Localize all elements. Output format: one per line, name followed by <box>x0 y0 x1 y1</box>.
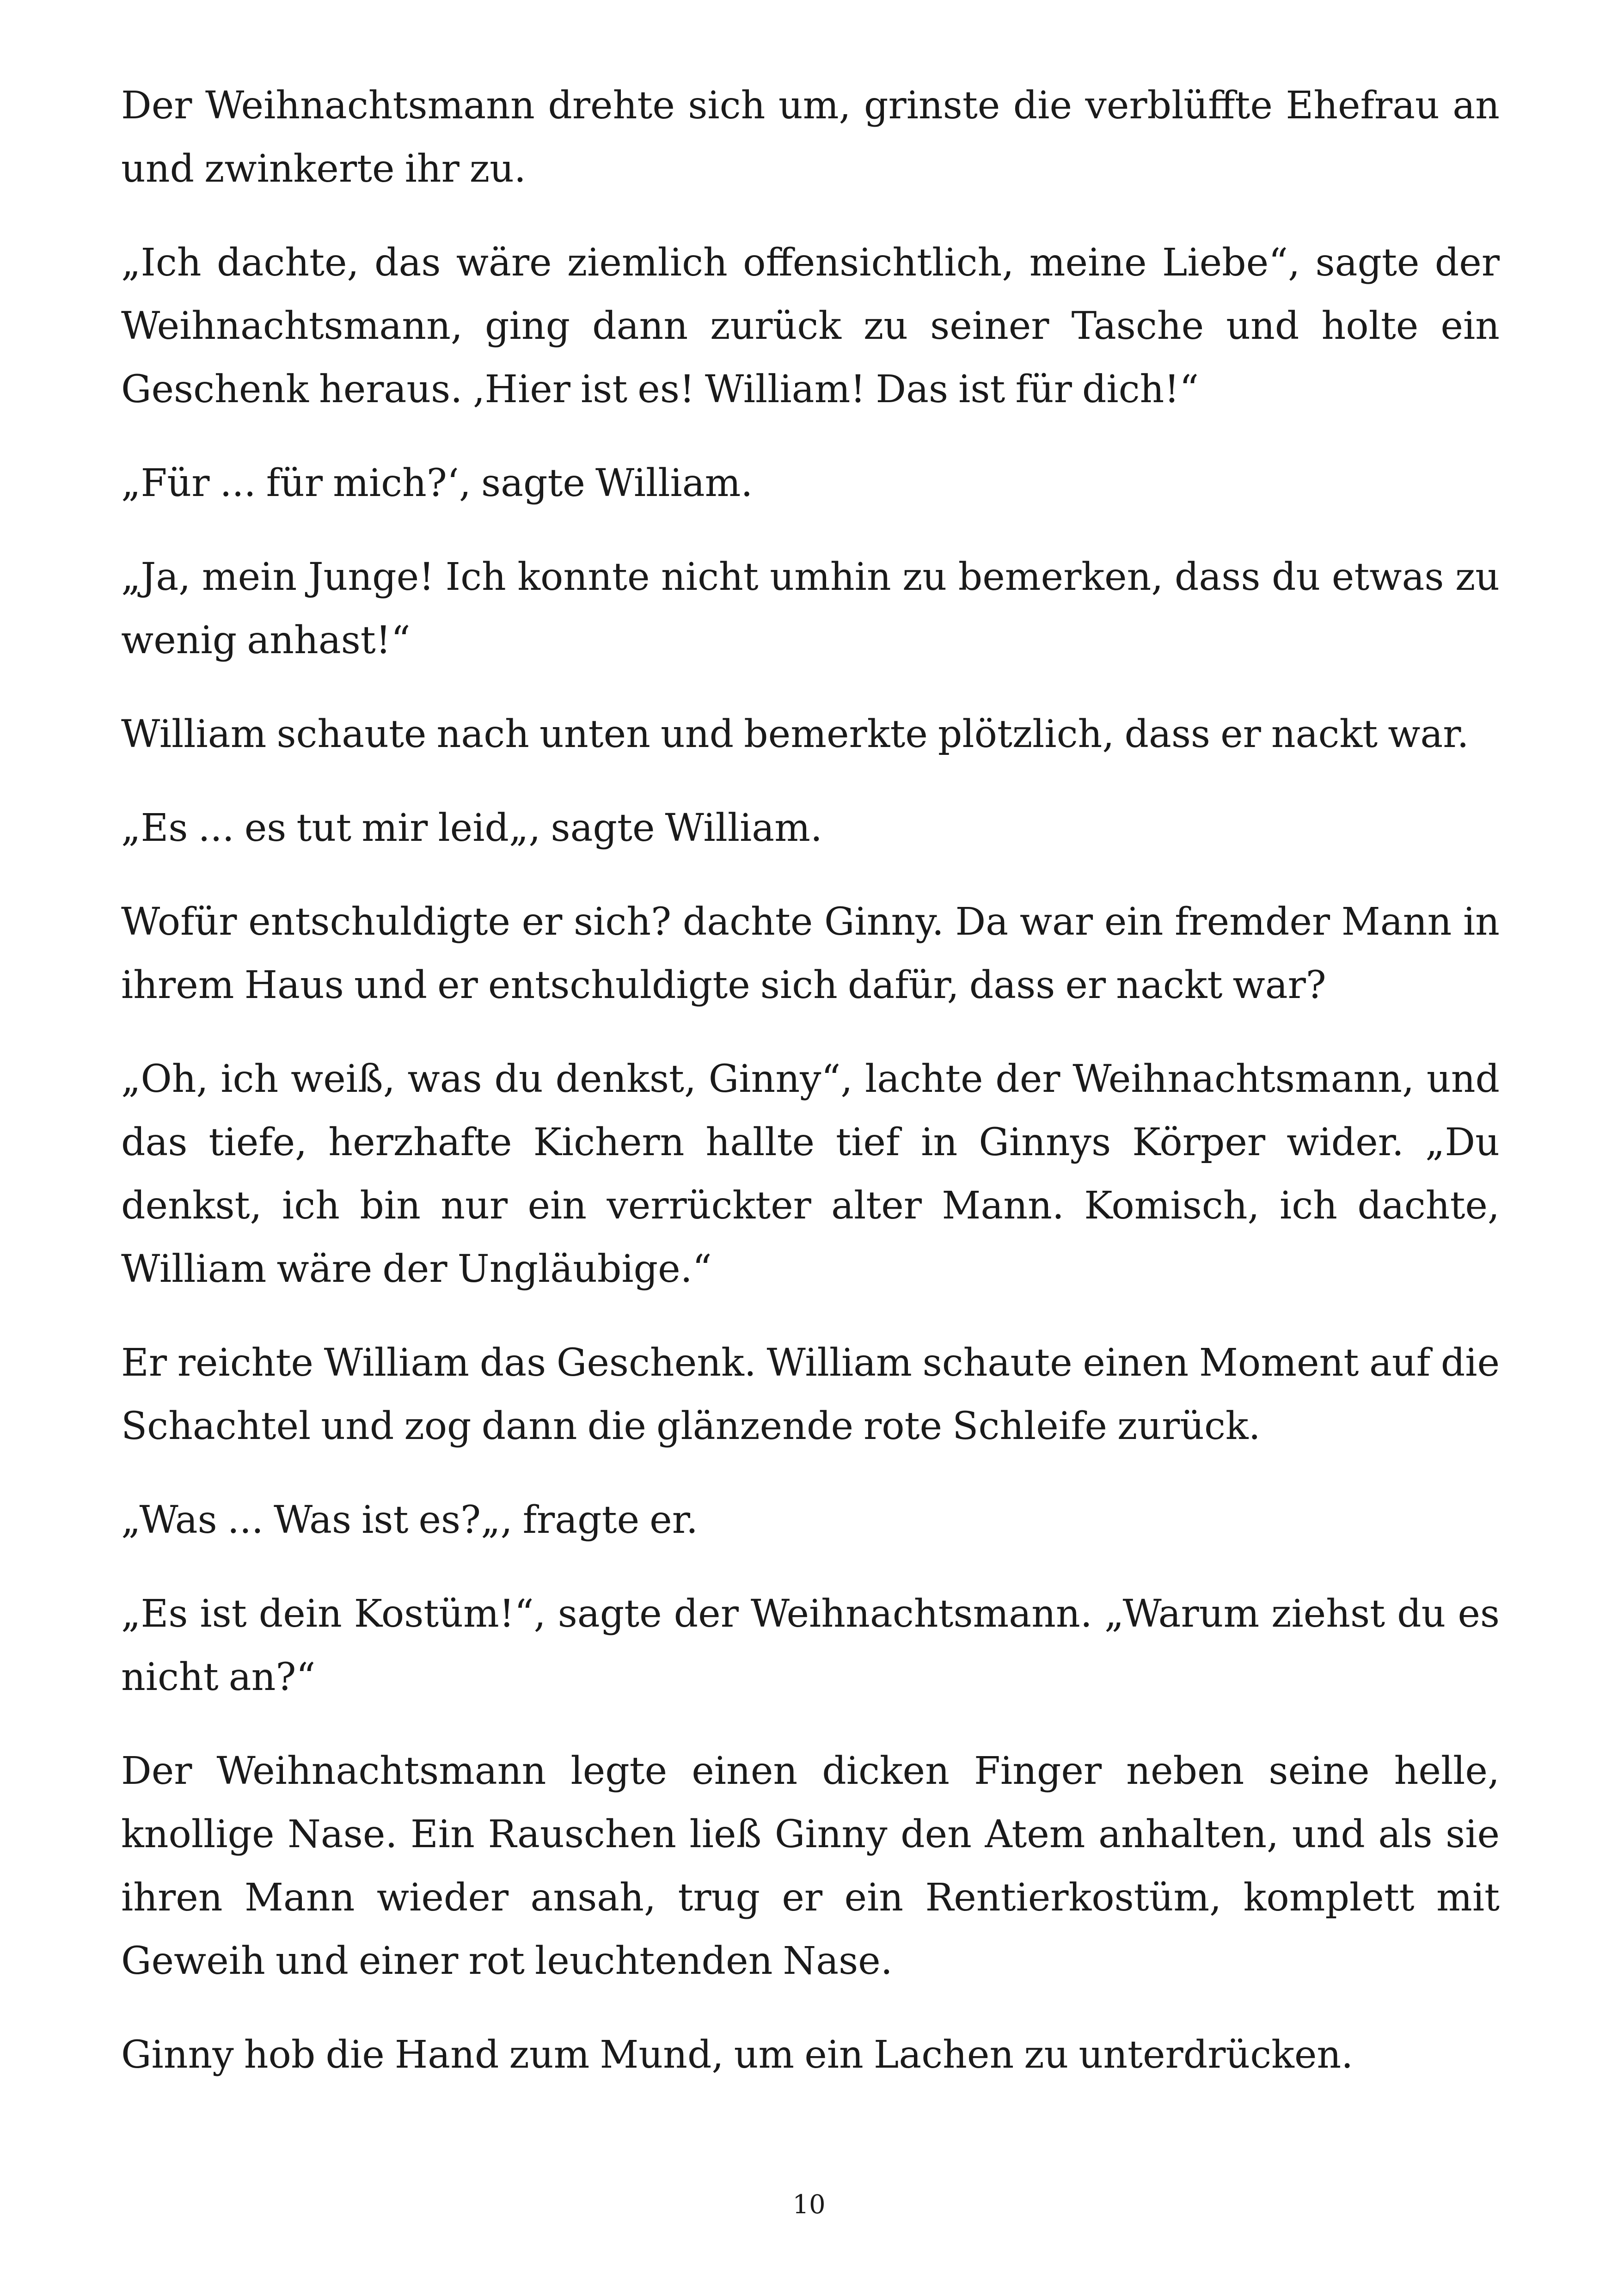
paragraph-10: „Was ... Was ist es?„, fragte er. <box>121 1498 698 1542</box>
paragraph-9: Er reichte William das Geschenk. William schaute einen Moment auf die Schachtel und zog dann die glänzende rote Schleife zurück. <box>121 1341 1500 1448</box>
page-number: 10 <box>792 2190 826 2220</box>
paragraph-2: „Ich dachte, das wäre ziemlich offensichtlich, meine Liebe“, sagte der Weihnachtsmann, ging dann zurück zu seiner Tasche und holte ein Geschenk heraus. ‚Hier ist es! William! Das ist für dich!“ <box>121 241 1500 411</box>
paragraph-5: William schaute nach unten und bemerkte plötzlich, dass er nackt war. <box>121 712 1469 756</box>
paragraph-12: Der Weihnachtsmann legte einen dicken Finger neben seine helle, knollige Nase. Ein Rauschen ließ Ginny den Atem anhalten, und als sie ihren Mann wieder ansah, trug er ein Rentierkostüm, komplett mit Geweih und einer rot leuchtenden Nase. <box>121 1749 1500 1983</box>
paragraph-3: „Für ... für mich?‘, sagte William. <box>121 461 753 505</box>
paragraph-4: „Ja, mein Junge! Ich konnte nicht umhin zu bemerken, dass du etwas zu wenig anhast!“ <box>121 555 1500 662</box>
paragraph-13: Ginny hob die Hand zum Mund, um ein Lachen zu unterdrücken. <box>121 2033 1354 2077</box>
paragraph-1: Der Weihnachtsmann drehte sich um, grinste die verblüffte Ehefrau an und zwinkerte ihr zu. <box>121 84 1500 191</box>
paragraph-7: Wofür entschuldigte er sich? dachte Ginny. Da war ein fremder Mann in ihrem Haus und er entschuldigte sich dafür, dass er nackt war? <box>121 900 1500 1007</box>
paragraph-6: „Es ... es tut mir leid„, sagte William. <box>121 806 822 850</box>
paragraph-8: „Oh, ich weiß, was du denkst, Ginny“, lachte der Weihnachtsmann, und das tiefe, herzhafte Kichern hallte tief in Ginnys Körper wider. „Du denkst, ich bin nur ein verrückter alter Mann. Komisch, ich dachte, William wäre der Ungläubige.“ <box>121 1057 1500 1291</box>
page-body <box>121 74 1500 2117</box>
paragraph-11: „Es ist dein Kostüm!“, sagte der Weihnachtsmann. „Warum ziehst du es nicht an?“ <box>121 1592 1500 1699</box>
